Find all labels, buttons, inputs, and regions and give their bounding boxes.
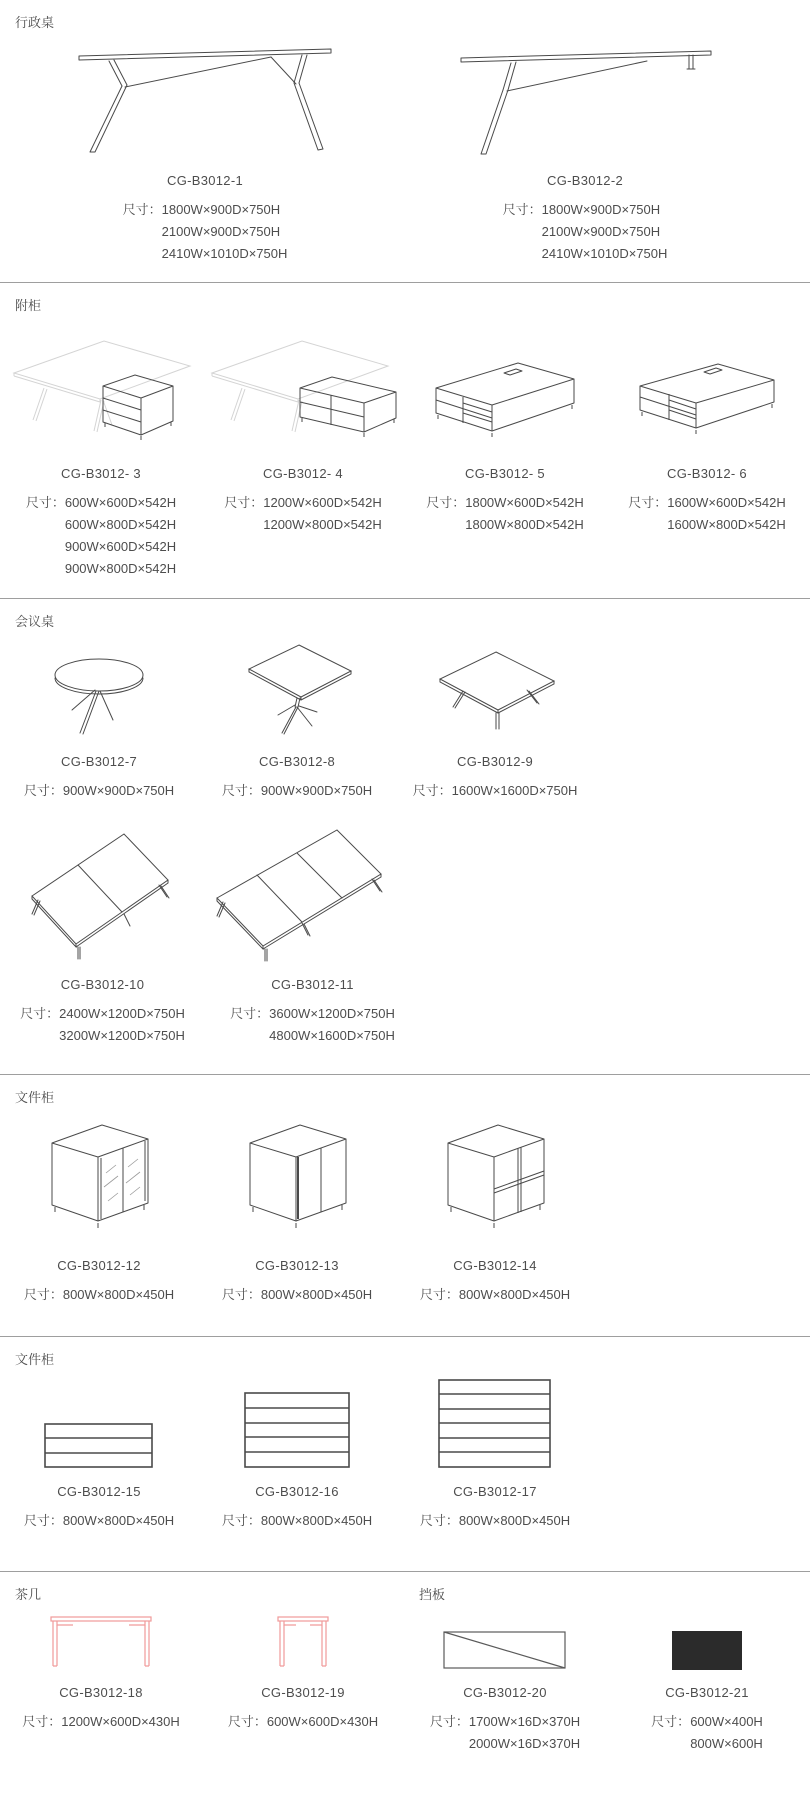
product-model: CG-B3012-13 [255, 1258, 339, 1273]
product-card [404, 323, 606, 580]
product-model: CG-B3012- 6 [667, 466, 747, 481]
section-title: 附柜 [15, 298, 42, 313]
size-line: 1600W×800D×542H [667, 517, 786, 532]
product-model: CG-B3012-7 [61, 754, 137, 769]
square-table-icon [237, 639, 357, 739]
product-sizes [24, 780, 174, 802]
size-line: 2410W×1010D×750H [541, 246, 668, 261]
size-line: 2100W×900D×750H [541, 224, 661, 239]
size-line: 900W×900D×750H [260, 783, 373, 798]
size-prefix: 尺寸： [23, 1287, 63, 1302]
product-sizes [26, 492, 176, 580]
product-sizes [413, 780, 578, 802]
size-line: 800W×800D×450H [62, 1513, 175, 1528]
product-model: CG-B3012-10 [60, 977, 145, 992]
executive-desk-icon [75, 42, 335, 158]
size-line: 900W×900D×750H [62, 783, 175, 798]
size-prefix: 尺寸： [230, 1006, 270, 1021]
product-sizes [20, 1003, 185, 1047]
size-line: 800W×800D×450H [458, 1513, 571, 1528]
product-model: CG-B3012-11 [271, 977, 354, 992]
product-card [0, 1377, 198, 1532]
product-card [0, 1115, 198, 1306]
size-line: 900W×600D×542H [64, 539, 177, 554]
product-model: CG-B3012-18 [59, 1685, 143, 1700]
product-sizes [651, 1711, 763, 1755]
conference-table-icon [213, 822, 413, 962]
product-model: CG-B3012-12 [57, 1258, 141, 1273]
product-model: CG-B3012-2 [547, 173, 623, 188]
product-model: CG-B3012-19 [261, 1685, 345, 1700]
low-side-cabinet-drawing [430, 323, 580, 451]
product-sizes [430, 1711, 580, 1755]
section-tea-table-and-panel [0, 1572, 810, 1819]
section-conference-table [0, 599, 810, 1075]
product-card [396, 1115, 594, 1306]
size-line: 800W×800D×450H [62, 1287, 175, 1302]
desk-pedestal-icon [6, 329, 196, 451]
conference-table-drawing [213, 822, 413, 962]
product-sizes [503, 199, 668, 265]
product-card [202, 1612, 404, 1755]
product-card [0, 639, 198, 802]
drawer-stack-drawing [438, 1377, 552, 1469]
product-model: CG-B3012-17 [453, 1484, 537, 1499]
size-line: 1800W×900D×750H [541, 202, 661, 217]
product-model: CG-B3012- 4 [263, 466, 343, 481]
size-line: 1200W×600D×430H [61, 1714, 180, 1729]
round-table-drawing [44, 639, 154, 739]
product-sizes [222, 1510, 372, 1532]
drawer-stack-icon [438, 1379, 552, 1469]
product-sizes [222, 780, 372, 802]
product-card [198, 1377, 396, 1532]
low-cabinet-icon [430, 353, 580, 451]
size-prefix: 尺寸： [122, 202, 162, 217]
size-line: 2100W×900D×750H [161, 224, 281, 239]
round-table-icon [44, 649, 154, 739]
size-line: 1800W×900D×750H [161, 202, 281, 217]
size-prefix: 尺寸： [221, 1287, 261, 1302]
size-line: 1700W×16D×370H [468, 1714, 581, 1729]
size-prefix: 尺寸： [651, 1714, 691, 1729]
size-prefix: 尺寸： [22, 1714, 62, 1729]
product-model: CG-B3012-15 [57, 1484, 141, 1499]
size-prefix: 尺寸： [20, 1006, 60, 1021]
size-line: 4800W×1600D×750H [269, 1028, 395, 1043]
drawer-stack-icon [44, 1423, 154, 1469]
executive-desk-icon [455, 42, 715, 158]
section-file-cabinet-doors [0, 1075, 810, 1337]
product-sizes [228, 1711, 378, 1733]
product-sizes [628, 492, 786, 536]
size-prefix: 尺寸： [426, 495, 466, 510]
size-prefix: 尺寸： [628, 495, 668, 510]
section-executive-desk [0, 0, 810, 283]
desk-low-cabinet-icon [206, 329, 401, 451]
size-prefix: 尺寸： [221, 1513, 261, 1528]
tea-table-drawing [276, 1612, 330, 1670]
section-title: 文件柜 [15, 1352, 55, 1367]
product-sizes [24, 1510, 174, 1532]
section-file-cabinet-drawers [0, 1337, 810, 1572]
product-card [198, 639, 396, 802]
product-model: CG-B3012- 3 [61, 466, 141, 481]
product-card [198, 1115, 396, 1306]
conference-table-drawing [28, 822, 178, 962]
open-cabinet-icon [439, 1117, 551, 1243]
section-title: 茶几 [15, 1587, 42, 1602]
panel-diagonal-icon [443, 1631, 567, 1670]
drawer-stack-drawing [244, 1377, 351, 1469]
drawer-stack-icon [244, 1392, 351, 1469]
size-line: 900W×800D×542H [64, 561, 177, 576]
drawer-stack-drawing [44, 1377, 154, 1469]
desk-with-pedestal-drawing [6, 323, 196, 451]
size-line: 600W×600D×542H [64, 495, 177, 510]
size-prefix: 尺寸： [23, 1513, 63, 1528]
product-card [396, 639, 594, 802]
size-line: 600W×800D×542H [64, 517, 177, 532]
product-sizes [426, 492, 584, 536]
size-line: 1200W×600D×542H [263, 495, 382, 510]
product-model: CG-B3012-8 [259, 754, 335, 769]
low-cabinet-icon [632, 353, 782, 451]
size-prefix: 尺寸： [502, 202, 542, 217]
product-card [606, 323, 808, 580]
product-model: CG-B3012-21 [665, 1685, 749, 1700]
product-model: CG-B3012-14 [453, 1258, 537, 1273]
product-model: CG-B3012-16 [255, 1484, 339, 1499]
product-card [420, 40, 750, 265]
desk-with-low-cabinet-drawing [206, 323, 401, 451]
square-table-drawing [237, 639, 357, 739]
product-sizes [24, 1284, 174, 1306]
size-prefix: 尺寸： [227, 1714, 267, 1729]
product-model: CG-B3012-20 [463, 1685, 547, 1700]
section-title: 行政桌 [15, 15, 55, 30]
product-card [205, 822, 420, 1047]
product-sizes [420, 1510, 570, 1532]
product-card [0, 1612, 202, 1755]
size-prefix: 尺寸： [23, 783, 63, 798]
square-table-icon [430, 647, 560, 739]
section-title: 文件柜 [15, 1090, 55, 1105]
tea-table-icon [49, 1614, 153, 1670]
product-model: CG-B3012-9 [457, 754, 533, 769]
product-card [0, 323, 202, 580]
size-line: 1600W×1600D×750H [451, 783, 578, 798]
product-card [202, 323, 404, 580]
door-cabinet-icon [241, 1117, 353, 1243]
size-line: 800W×800D×450H [260, 1287, 373, 1302]
size-line: 1800W×800D×542H [465, 517, 584, 532]
size-prefix: 尺寸： [224, 495, 264, 510]
product-card [606, 1612, 808, 1755]
size-prefix: 尺寸： [221, 783, 261, 798]
product-card [40, 40, 370, 265]
panel-solid-icon [672, 1631, 742, 1670]
size-line: 2000W×16D×370H [468, 1736, 581, 1751]
size-line: 800W×600H [690, 1736, 763, 1751]
size-line: 2410W×1010D×750H [161, 246, 288, 261]
size-line: 3200W×1200D×750H [59, 1028, 185, 1043]
size-line: 3600W×1200D×750H [269, 1006, 395, 1021]
section-title: 挡板 [419, 1587, 446, 1602]
glass-cabinet-icon [43, 1117, 155, 1243]
section-title: 会议桌 [15, 614, 55, 629]
large-square-table-drawing [430, 639, 560, 739]
panel-drawing [443, 1612, 567, 1670]
product-sizes [420, 1284, 570, 1306]
tea-table-icon [276, 1614, 330, 1670]
product-sizes [224, 492, 382, 536]
product-card [0, 822, 205, 1047]
size-line: 1200W×800D×542H [263, 517, 382, 532]
product-sizes [123, 199, 288, 265]
product-card [396, 1377, 594, 1532]
executive-desk-drawing [455, 40, 715, 158]
panel-drawing [672, 1612, 742, 1670]
product-model: CG-B3012-1 [167, 173, 243, 188]
section-side-cabinet [0, 283, 810, 599]
size-line: 600W×400H [690, 1714, 763, 1729]
product-sizes [222, 1284, 372, 1306]
executive-desk-drawing [75, 40, 335, 158]
tea-table-drawing [49, 1612, 153, 1670]
low-side-cabinet-drawing [632, 323, 782, 451]
size-prefix: 尺寸： [25, 495, 65, 510]
size-line: 800W×800D×450H [260, 1513, 373, 1528]
product-card [404, 1612, 606, 1755]
size-line: 1600W×600D×542H [667, 495, 786, 510]
size-prefix: 尺寸： [419, 1513, 459, 1528]
size-line: 2400W×1200D×750H [59, 1006, 185, 1021]
glass-door-cabinet-drawing [43, 1115, 155, 1243]
size-prefix: 尺寸： [412, 783, 452, 798]
size-prefix: 尺寸： [429, 1714, 469, 1729]
size-prefix: 尺寸： [419, 1287, 459, 1302]
product-sizes [230, 1003, 395, 1047]
conference-table-icon [28, 826, 178, 962]
size-line: 800W×800D×450H [458, 1287, 571, 1302]
size-line: 600W×600D×430H [266, 1714, 379, 1729]
solid-door-cabinet-drawing [241, 1115, 353, 1243]
open-shelf-cabinet-drawing [439, 1115, 551, 1243]
size-line: 1800W×600D×542H [465, 495, 584, 510]
product-model: CG-B3012- 5 [465, 466, 545, 481]
product-sizes [22, 1711, 180, 1733]
